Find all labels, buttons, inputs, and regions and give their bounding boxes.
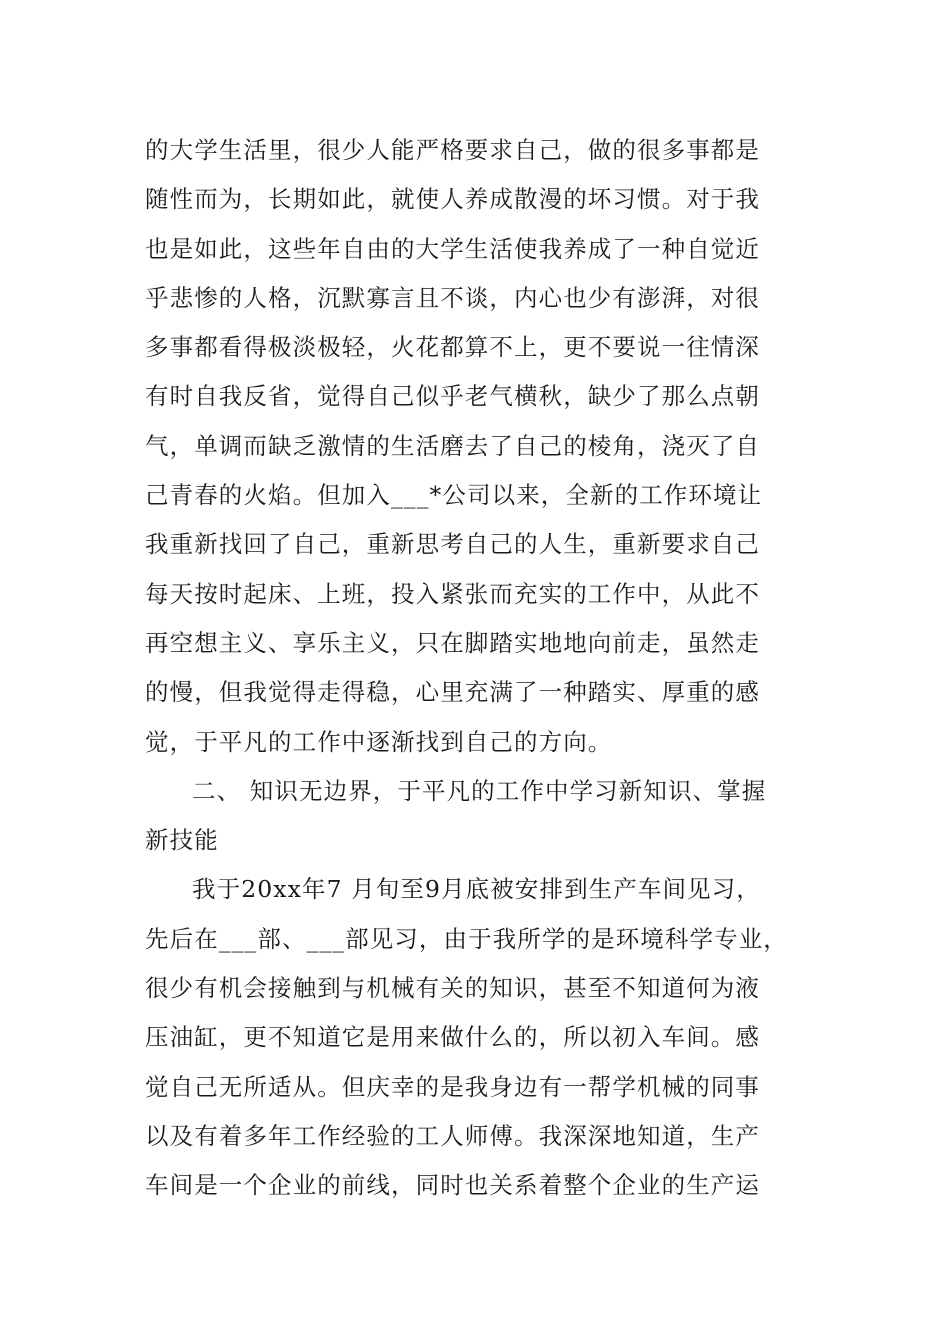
text-line: 再空想主义、享乐主义，只在脚踏实地地向前走，虽然走 (145, 628, 760, 657)
body-text (145, 126, 815, 1211)
text-line: 的大学生活里，很少人能严格要求自己，做的很多事都是 (145, 136, 760, 164)
text-line: 气，单调而缺乏激情的生活磨去了自己的棱角，浇灭了自 (145, 431, 760, 460)
text-line: 很少有机会接触到与机械有关的知识，甚至不知道何为液 (145, 974, 760, 1003)
text-line: 多事都看得极淡极轻，火花都算不上，更不要说一往情深 (145, 333, 760, 362)
text-line: 也是如此，这些年自由的大学生活使我养成了一种自觉近 (145, 234, 760, 263)
text-line: 先后在___部、___部见习，由于我所学的是环境科学专业， (145, 924, 788, 953)
text-line: 车间是一个企业的前线，同时也关系着整个企业的生产运 (145, 1171, 760, 1200)
section-heading-continued: 新技能 (145, 826, 219, 855)
section-heading: 二、 知识无边界，于平凡的工作中学习新知识、掌握 (192, 776, 767, 805)
text-line: 觉自己无所适从。但庆幸的是我身边有一帮学机械的同事 (145, 1072, 760, 1101)
text-line: 己青春的火焰。但加入___*公司以来，全新的工作环境让 (145, 481, 763, 510)
text-line: 有时自我反省，觉得自己似乎老气横秋，缺少了那么点朝 (145, 382, 760, 411)
text-line: 觉，于平凡的工作中逐渐找到自己的方向。 (145, 727, 613, 756)
text-line: 以及有着多年工作经验的工人师傅。我深深地知道，生产 (145, 1121, 760, 1150)
text-line: 乎悲惨的人格，沉默寡言且不谈，内心也少有澎湃，对很 (145, 283, 760, 312)
text-line: 的慢，但我觉得走得稳，心里充满了一种踏实、厚重的感 (145, 678, 760, 707)
text-line: 随性而为，长期如此，就使人养成散漫的坏习惯。对于我 (145, 185, 760, 214)
text-line: 我重新找回了自己，重新思考自己的人生，重新要求自己 (145, 530, 760, 559)
paragraph-start: 我于20xx年7 月旬至9月底被安排到生产车间见习， (192, 875, 761, 904)
text-line: 压油缸，更不知道它是用来做什么的，所以初入车间。感 (145, 1023, 760, 1052)
text-line: 每天按时起床、上班，投入紧张而充实的工作中，从此不 (145, 579, 760, 608)
